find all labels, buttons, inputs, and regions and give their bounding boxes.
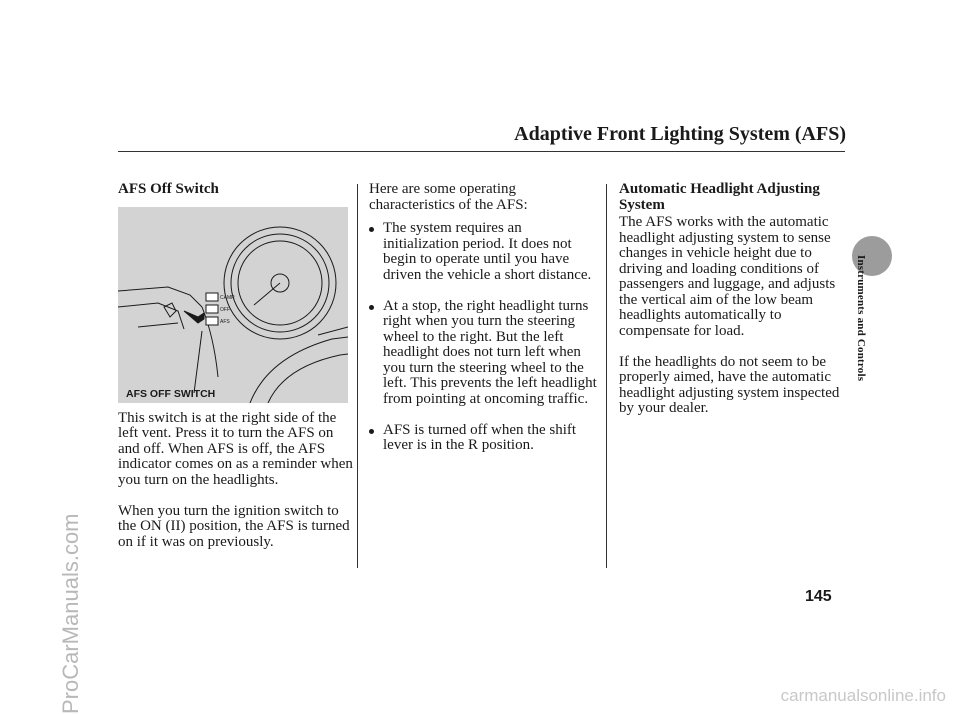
paragraph-adjusting-description: The AFS works with the automatic headlight adjusting system to sense changes in vehicle height due to driving and loading conditions of passengers and luggage, and adjusts the vertical aim of the low beam headlights automatically to compensate for load. <box>619 214 836 339</box>
list-item <box>369 423 601 454</box>
list-item <box>369 221 601 283</box>
paragraph-characteristics-intro: Here are some operating characteristics of the AFS: <box>369 181 528 213</box>
watermark-procarmanuals: ProCarManuals.com <box>58 513 83 714</box>
afs-switch-illustration <box>118 207 348 403</box>
figure-button-label-2: OFF <box>220 306 230 313</box>
bullet-dot-icon <box>369 429 374 434</box>
paragraph-ignition-behavior: When you turn the ignition switch to the ON (II) position, the AFS is turned on if it was on previously. <box>118 502 350 550</box>
bullet-dot-icon <box>369 227 374 232</box>
figure-button-label-3: AFS <box>220 318 230 325</box>
figure-caption: AFS OFF SWITCH <box>126 387 216 400</box>
section-tab-label: Instruments and Controls <box>855 255 867 382</box>
page-title: Adaptive Front Lighting System (AFS) <box>514 123 846 145</box>
watermark-carmanualsonline: carmanualsonline.info <box>780 686 946 705</box>
page-number: 145 <box>805 588 832 605</box>
column-headlight-adjusting <box>619 182 843 417</box>
section-heading-afs-off-switch: AFS Off Switch <box>118 181 219 197</box>
column-afs-off-switch <box>118 182 353 550</box>
list-item-text: At a stop, the right headlight turns right when you turn the steering wheel to the right. But the left headlight does not turn left when you turn the steering wheel to the left. This prevents the left headlight from pointing at oncoming traffic. <box>383 297 597 407</box>
header-divider <box>118 151 845 152</box>
characteristics-list <box>369 221 601 454</box>
section-heading-headlight-adjusting: Automatic Headlight Adjusting System <box>619 181 820 213</box>
column-divider-1 <box>357 184 358 568</box>
list-item-text: AFS is turned off when the shift lever is in the R position. <box>383 421 577 453</box>
list-item-text: The system requires an initialization period. It does not begin to operate until you have driven the vehicle a short distance. <box>383 220 592 283</box>
dashboard-line-drawing <box>118 207 348 403</box>
paragraph-dealer-advice: If the headlights do not seem to be properly aimed, have the automatic headlight adjusting system inspected by your dealer. <box>619 353 840 416</box>
figure-button-label-1: CAMR <box>220 294 235 301</box>
list-item <box>369 299 601 408</box>
column-divider-2 <box>606 184 607 568</box>
paragraph-switch-location: This switch is at the right side of the left vent. Press it to turn the AFS on and off. When AFS is off, the AFS indicator comes on as a reminder when you turn on the headlights. <box>118 409 353 488</box>
bullet-dot-icon <box>369 305 374 310</box>
column-afs-characteristics <box>369 182 601 454</box>
